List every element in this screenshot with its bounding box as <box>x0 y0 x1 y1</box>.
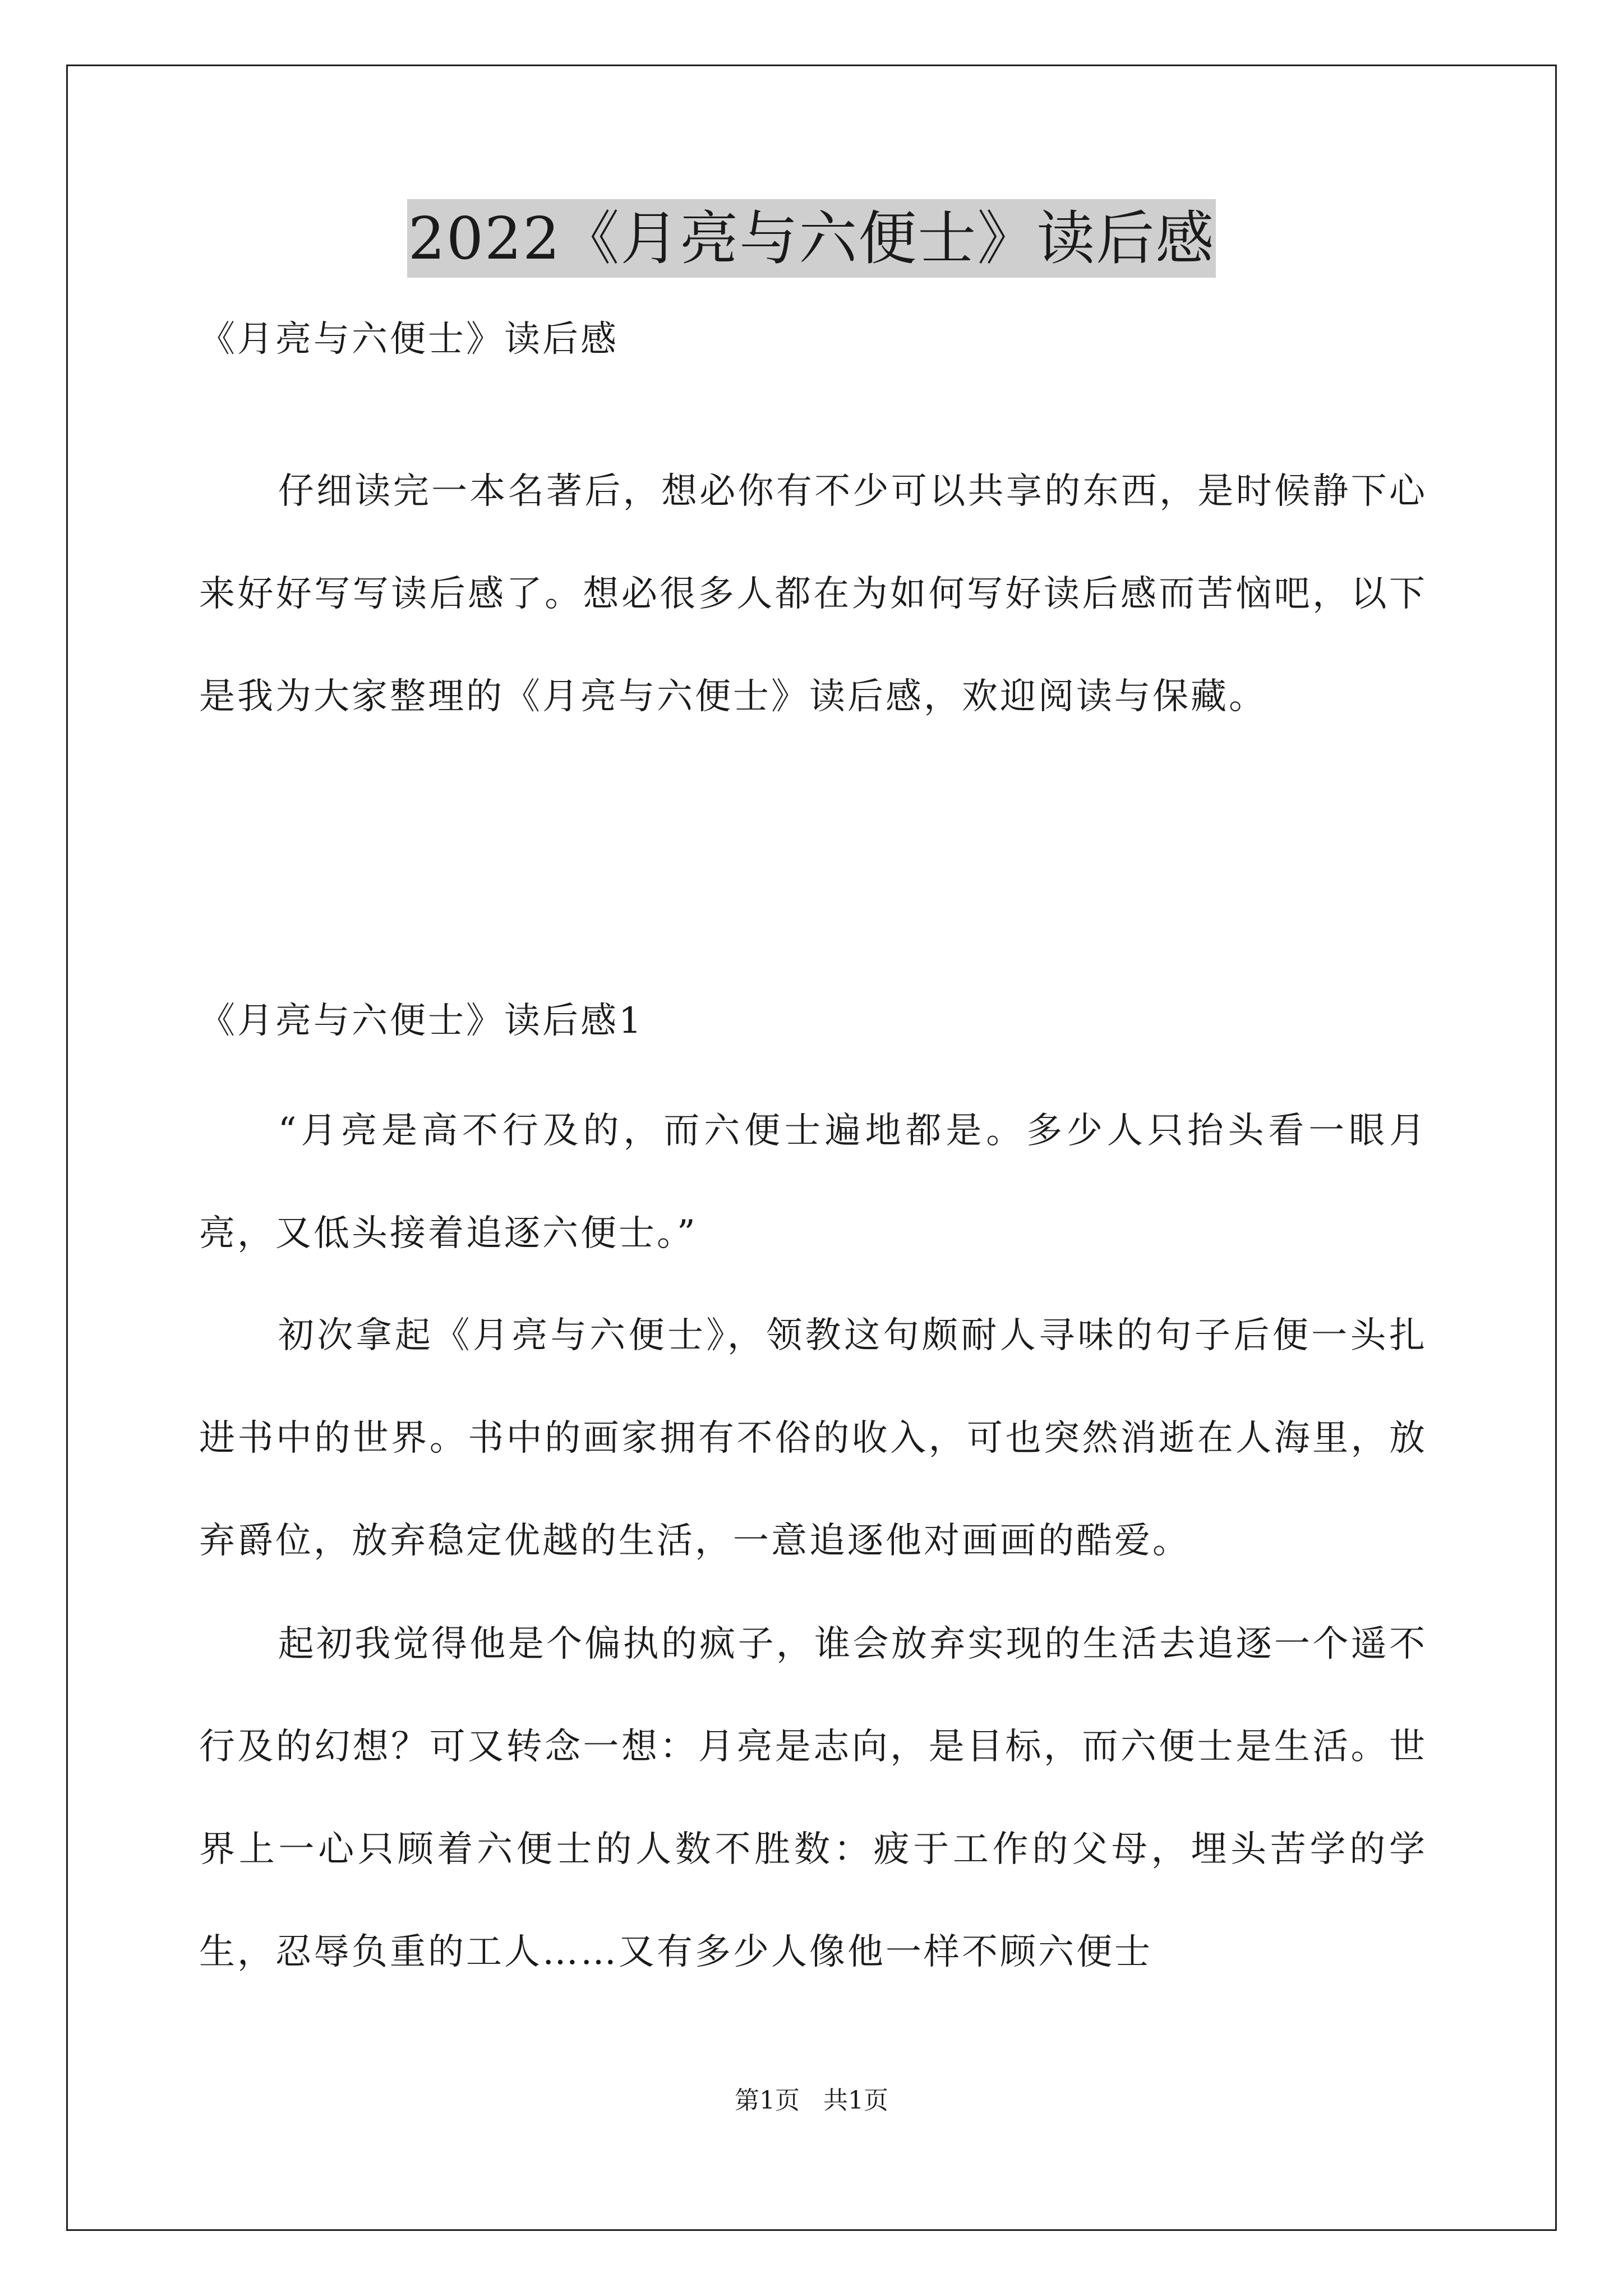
body-paragraph: 起初我觉得他是个偏执的疯子，谁会放弃实现的生活去追逐一个遥不行及的幻想？可又转念一想：月亮是志向，是目标，而六便士是生活。世界上一心只顾着六便士的人数不胜数：疲于工作的父母，埋头苦学的学生，忍辱负重的工人……又有多少人像他一样不顾六便士 <box>199 1623 1427 1973</box>
page-number: 第1页 <box>735 2086 800 2115</box>
intro-paragraph: 仔细读完一本名著后，想必你有不少可以共享的东西，是时候静下心来好好写写读后感了。想必很多人都在为如何写好读后感而苦恼吧，以下是我为大家整理的《月亮与六便士》读后感，欢迎阅读与保藏。 <box>199 471 1427 717</box>
section-heading: 《月亮与六便士》读后感1 <box>199 1000 644 1042</box>
page-total: 共1页 <box>823 2086 888 2115</box>
document-title-text: 2022《月亮与六便士》读后感 <box>407 199 1216 278</box>
body-paragraph: 初次拿起《月亮与六便士》，领教这句颇耐人寻味的句子后便一头扎进书中的世界。书中的画家拥有不俗的收入，可也突然消逝在人海里，放弃爵位，放弃稳定优越的生活，一意追逐他对画画的酷爱。 <box>199 1315 1427 1562</box>
body-paragraph: “月亮是高不行及的，而六便士遍地都是。多少人只抬头看一眼月亮，又低头接着追逐六便士。” <box>199 1110 1427 1254</box>
page-footer <box>0 2084 1623 2118</box>
document-title <box>0 199 1623 278</box>
document-subtitle: 《月亮与六便士》读后感 <box>199 319 619 360</box>
